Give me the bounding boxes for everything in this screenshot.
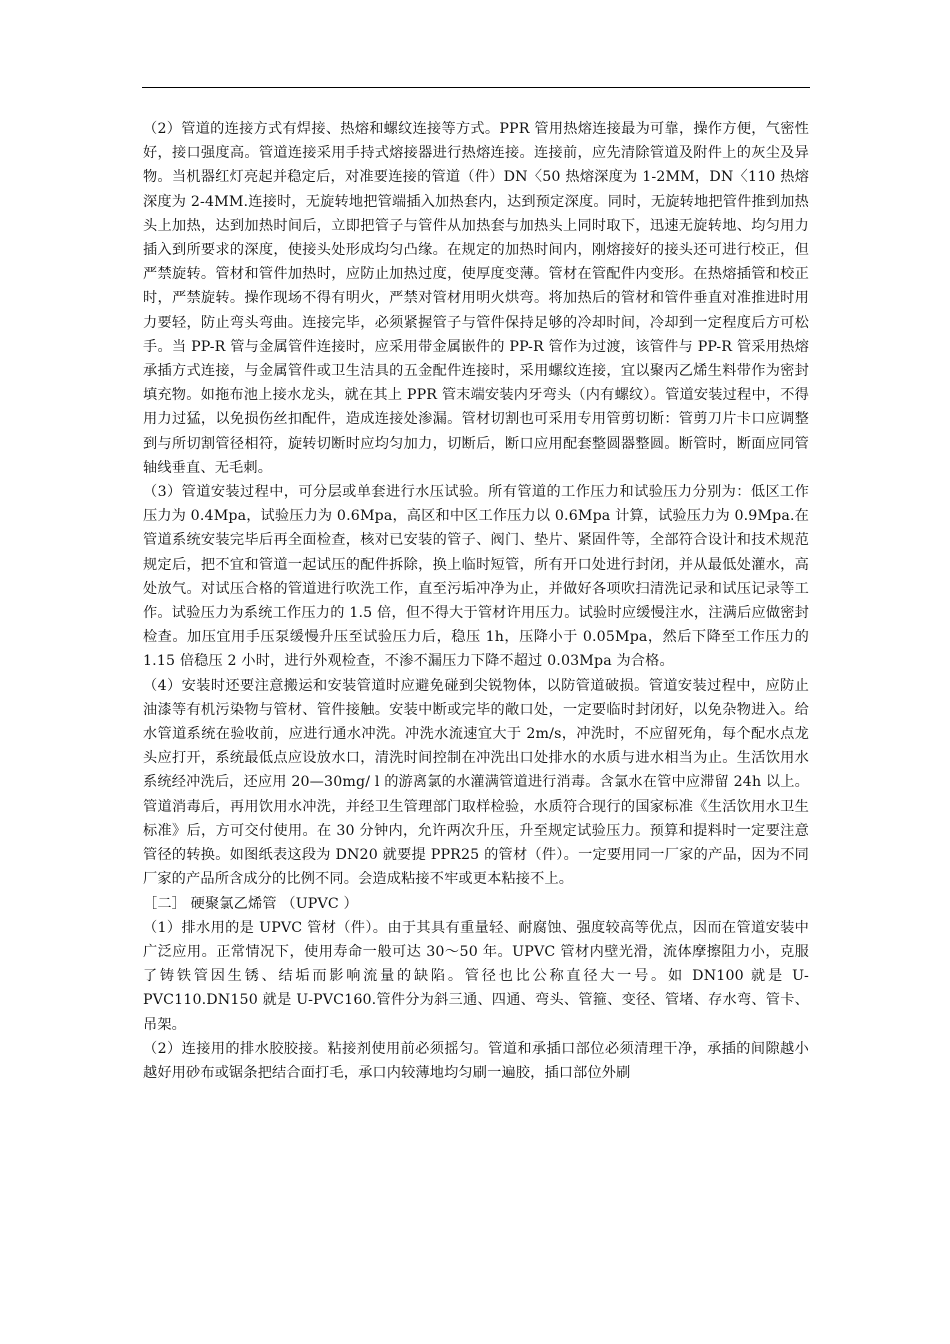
- paragraph-upvc-drainage: （1）排水用的是 UPVC 管材（件）。由于其具有重量轻、耐腐蚀、强度较高等优点，因而在管道安装中广泛应用。正常情况下，使用寿命一般可达 30～50 年。UPVC 管材内壁光滑，流体摩擦阻力小，克服了铸铁管因生锈、结垢而影响流量的缺陷。管径也比公称直径大一号。如 DN100 就是 U-PVC110.DN150 就是 U-PVC160.管件分为斜三通、四通、弯头、管箍、变径、管堵、存水弯、管卡、吊架。: [143, 919, 809, 1033]
- header-rule: [142, 87, 810, 88]
- paragraph-ppr-connection: （2）管道的连接方式有焊接、热熔和螺纹连接等方式。PPR 管用热熔连接最为可靠，操作方便，气密性好，接口强度高。管道连接采用手持式熔接器进行热熔连接。连接前，应先清除管道及附件上的灰尘及异物。当机器红灯亮起并稳定后，对准要连接的管道（件）DN〈50 热熔深度为 1-2MM，DN〈110 热熔深度为 2-4MM.连接时，无旋转地把管端插入加热套内，达到预定深度。同时，无旋转地把管件推到加热头上加热，达到加热时间后，立即把管子与管件从加热套与加热头上同时取下，迅速无旋转地、均匀用力插入到所要求的深度，使接头处形成均匀凸缘。在规定的加热时间内，刚熔接好的接头还可进行校正，但严禁旋转。管材和管件加热时，应防止加热过度，使厚度变薄。管材在管配件内变形。在热熔插管和校正时，严禁旋转。操作现场不得有明火，严禁对管材用明火烘弯。将加热后的管材和管件垂直对准推进时用力要轻，防止弯头弯曲。连接完毕，必须紧握管子与管件保持足够的冷却时间，冷却到一定程度后方可松手。当 PP-R 管与金属管件连接时，应采用带金属嵌件的 PP-R 管作为过渡，该管件与 PP-R 管采用热熔承插方式连接，与金属管件或卫生洁具的五金配件连接时，采用螺纹连接，宜以聚丙乙烯生料带作为密封填充物。如拖布池上接水龙头，就在其上 PPR 管末端安装内牙弯头（内有螺纹）。管道安装过程中，不得用力过猛，以免损伤丝扣配件，造成连接处渗漏。管材切割也可采用专用管剪切断：管剪刀片卡口应调整到与所切割管径相符，旋转切断时应均匀加力，切断后，断口应用配套整圆器整圆。断管时，断面应同管轴线垂直、无毛刺。: [143, 121, 809, 476]
- paragraph-upvc-glue-joint: （2）连接用的排水胶胶接。粘接剂使用前必须摇匀。管道和承插口部位必须清理干净，承插的间隙越小越好用砂布或锯条把结合面打毛，承口内较薄地均匀刷一遍胶，插口部位外刷: [143, 1040, 809, 1081]
- paragraph-pressure-test: （3）管道安装过程中，可分层或单套进行水压试验。所有管道的工作压力和试验压力分别为：低区工作压力为 0.4Mpa，试验压力为 0.6Mpa，高区和中区工作压力以 0.6Mpa 计算，试验压力为 0.9Mpa.在管道系统安装完毕后再全面检查，核对已安装的管子、阀门、垫片、紧固件等，全部符合设计和技术规范规定后，把不宜和管道一起试压的配件拆除，换上临时短管，所有开口处进行封闭，并从最低处灌水，高处放气。对试压合格的管道进行吹洗工作，直至污垢冲净为止，并做好各项吹扫清洗记录和试压记录等工作。试验压力为系统工作压力的 1.5 倍，但不得大于管材许用压力。试验时应缓慢注水，注满后应做密封检查。加压宜用手压泵缓慢升压至试验压力后，稳压 1h，压降小于 0.05Mpa，然后下降至工作压力的 1.15 倍稳压 2 小时，进行外观检查，不渗不漏压力下降不超过 0.03Mpa 为合格。: [143, 484, 809, 670]
- document-body: [143, 117, 809, 1085]
- paragraph-installation-notes: （4）安装时还要注意搬运和安装管道时应避免碰到尖锐物体，以防管道破损。管道安装过程中，应防止油漆等有机污染物与管材、管件接触。安装中断或完毕的敞口处，一定要临时封闭好，以免杂物进入。给水管道系统在验收前，应进行通水冲洗。冲洗水流速宜大于 2m/s，冲洗时，不应留死角，每个配水点龙头应打开，系统最低点应设放水口，清洗时间控制在冲洗出口处排水的水质与进水相当为止。生活饮用水系统经冲洗后，还应用 20—30mg/ l 的游离氯的水灌满管道进行消毒。含氯水在管中应滞留 24h 以上。管道消毒后，再用饮用水冲洗，并经卫生管理部门取样检验，水质符合现行的国家标准《生活饮用水卫生标准》后，方可交付使用。在 30 分钟内，允许两次升压，升至规定试验压力。预算和提料时一定要注意管径的转换。如图纸表这段为 DN20 就要提 PPR25 的管材（件）。一定要用同一厂家的产品，因为不同厂家的产品所含成分的比例不同。会造成粘接不牢或更本粘接不上。: [143, 677, 809, 888]
- section-heading-upvc: ［二］ 硬聚氯乙烯管 （UPVC ）: [143, 895, 358, 912]
